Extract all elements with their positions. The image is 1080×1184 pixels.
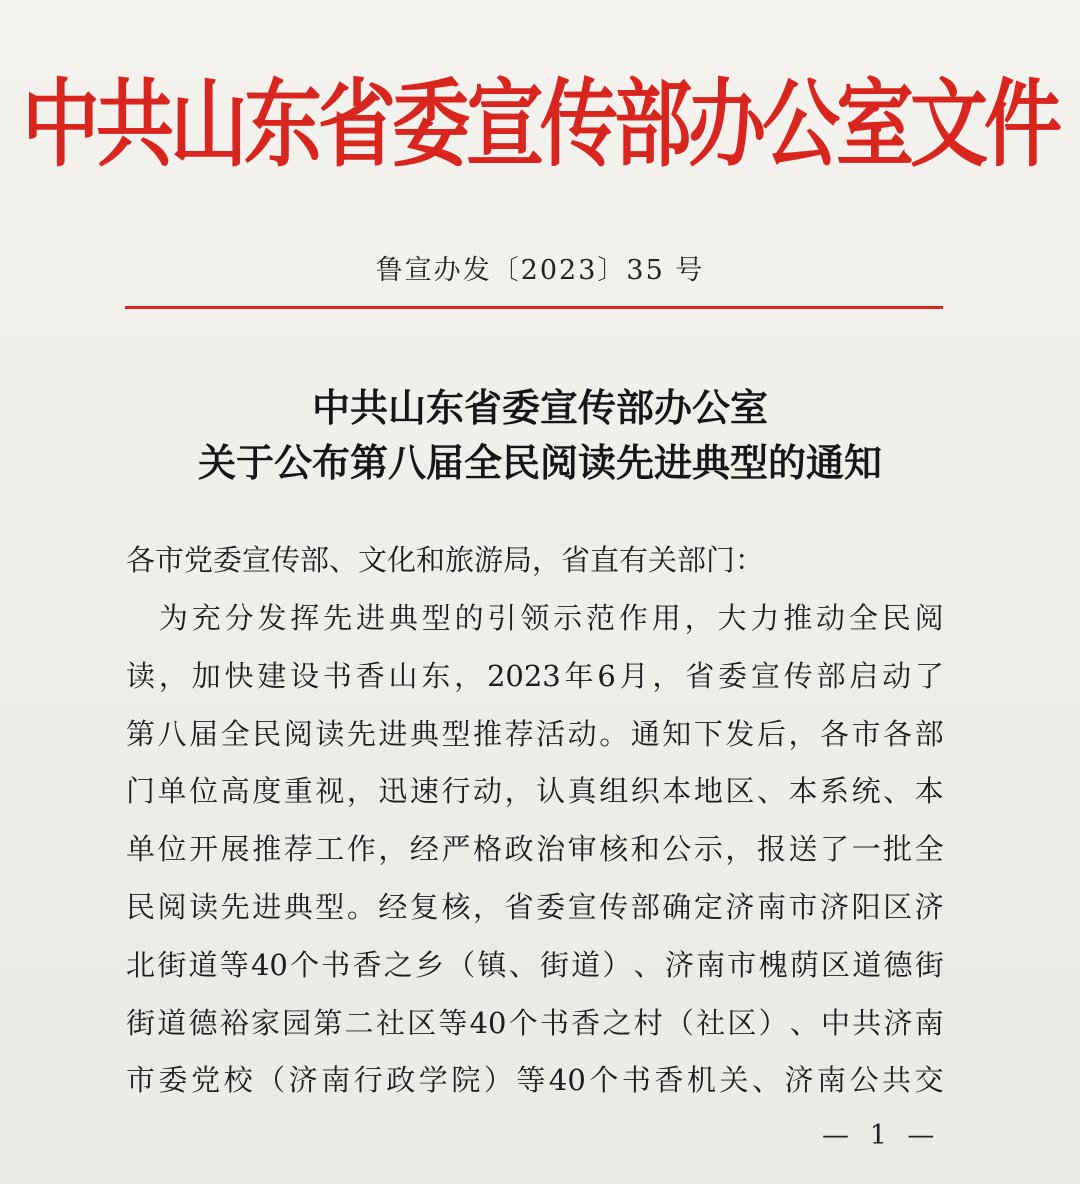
body-line: 第 八 届 全 民 阅 读 先 进 典 型 推 荐 活 动 。 通 知 下 发 后 ， 各 市 各 部 <box>126 716 944 751</box>
body-line: 民 阅 读 先 进 典 型 。 经 复 核 ， 省 委 宣 传 部 确 定 济 南 市 济 阳 区 济 <box>126 889 944 924</box>
body-line: 市 委 党 校 （ 济 南 行 政 学 院 ） 等 40 个 书 香 机 关 、 济 南 公 共 交 <box>126 1063 944 1098</box>
body-line: 为 充 分 发 挥 先 进 典 型 的 引 领 示 范 作 用 ， 大 力 推 动 全 民 阅 <box>158 601 944 635</box>
body-line: 读 ， 加 快 建 设 书 香 山 东 ， 2023 年 6 月 ， 省 委 宣 传 部 启 动 了 <box>126 658 944 693</box>
document-title-line-1: 中共山东省委宣传部办公室 <box>311 385 768 430</box>
document-title <box>0 380 1080 490</box>
document-masthead: 中共山东省委宣传部办公室文件 <box>21 68 1058 180</box>
body-line: 北 街 道 等 40 个 书 香 之 乡 （ 镇 、 街 道 ） 、 济 南 市 槐 荫 区 道 德 街 <box>126 947 944 982</box>
body-line: 单 位 开 展 推 荐 工 作 ， 经 严 格 政 治 审 核 和 公 示 ， 报 送 了 一 批 全 <box>126 832 944 867</box>
red-divider-line <box>125 306 943 309</box>
salutation: 各市党委宣传部、文化和旅游局，省直有关部门： <box>126 543 765 577</box>
page-number: — 1 — <box>822 1120 941 1151</box>
document-title-line-2: 关于公布第八届全民阅读先进典型的通知 <box>197 440 882 485</box>
body-line: 门 单 位 高 度 重 视 ， 迅 速 行 动 ， 认 真 组 织 本 地 区 、 本 系 统 、 本 <box>126 774 944 809</box>
body-line: 街 道 德 裕 家 园 第 二 社 区 等 40 个 书 香 之 村 （ 社 区 ） 、 中 共 济 南 <box>126 1005 944 1040</box>
document-number: 鲁宣办发〔2023〕35 号 <box>375 255 705 286</box>
body-paragraph <box>126 590 944 1110</box>
